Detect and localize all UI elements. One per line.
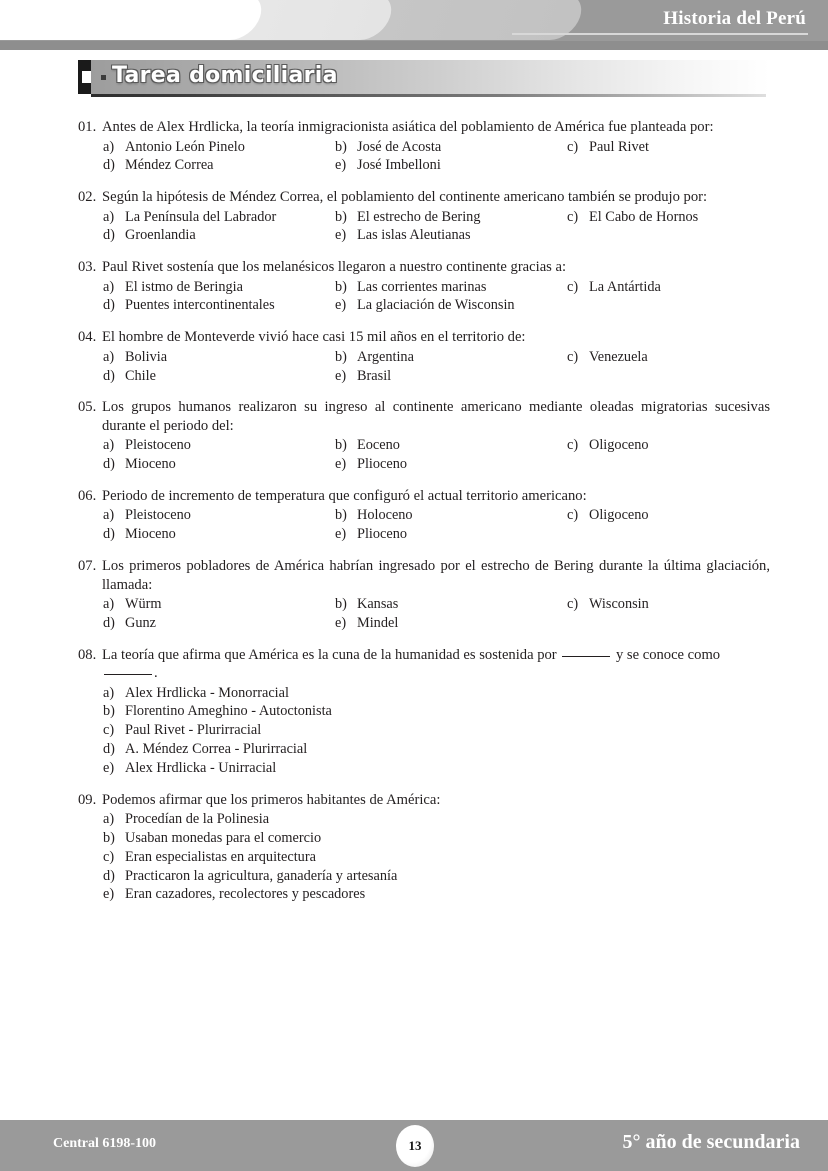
option-item[interactable]	[103, 759, 770, 778]
options-container	[103, 595, 770, 633]
option-text: Bolivia	[125, 348, 168, 365]
option-item[interactable]	[103, 278, 335, 297]
option-text: El Cabo de Hornos	[589, 208, 699, 225]
option-key: a)	[103, 437, 115, 454]
question-head	[78, 118, 770, 137]
option-text: Eran especialistas en arquitectura	[125, 848, 316, 865]
question-stem: El hombre de Monteverde vivió hace casi 15 mil años en el territorio de:	[102, 329, 526, 346]
option-text: Plioceno	[357, 526, 408, 543]
question-item	[78, 118, 770, 175]
option-item[interactable]	[335, 226, 567, 245]
option-key: a)	[103, 684, 115, 701]
option-item[interactable]	[103, 455, 335, 474]
option-key: d)	[103, 297, 115, 314]
option-key: c)	[567, 208, 579, 225]
option-item[interactable]	[103, 138, 335, 157]
option-key: d)	[103, 741, 115, 758]
question-stem-before: La teoría que afirma que América es la cuna de la humanidad es sostenida por	[102, 646, 561, 663]
option-item[interactable]	[567, 595, 770, 614]
option-key: d)	[103, 456, 115, 473]
question-head	[78, 557, 770, 594]
option-key: a)	[103, 138, 115, 155]
option-key: c)	[567, 348, 579, 365]
option-item[interactable]	[335, 614, 567, 633]
option-item[interactable]	[103, 684, 770, 703]
option-key: c)	[103, 722, 115, 739]
question-item	[78, 646, 770, 778]
option-text: Kansas	[357, 596, 399, 613]
option-text: Las islas Aleutianas	[357, 227, 471, 244]
option-text: Pleistoceno	[125, 507, 191, 524]
option-text: Practicaron la agricultura, ganadería y artesanía	[125, 867, 398, 884]
option-text: Las corrientes marinas	[357, 278, 487, 295]
option-text: Würm	[125, 596, 162, 613]
option-key: b)	[335, 596, 347, 613]
option-text: Antonio León Pinelo	[125, 138, 245, 155]
option-key: b)	[335, 437, 347, 454]
header-underbar	[0, 41, 828, 50]
option-item[interactable]	[567, 138, 770, 157]
option-key: b)	[335, 507, 347, 524]
option-item[interactable]	[335, 595, 567, 614]
option-item[interactable]	[103, 885, 770, 904]
options-container	[103, 506, 770, 544]
option-key: d)	[103, 157, 115, 174]
option-key: a)	[103, 507, 115, 524]
option-text: Eran cazadores, recolectores y pescadores	[125, 886, 366, 903]
option-text: Mioceno	[125, 526, 176, 543]
question-head	[78, 487, 770, 506]
question-head	[78, 328, 770, 347]
option-key: a)	[103, 208, 115, 225]
option-key: a)	[103, 348, 115, 365]
option-text: Usaban monedas para el comercio	[125, 829, 322, 846]
option-key: d)	[103, 614, 115, 631]
question-item	[78, 398, 770, 474]
option-text: Venezuela	[589, 348, 648, 365]
option-key: e)	[335, 456, 347, 473]
question-stem-middle: y se conoce como	[612, 646, 721, 663]
options-container	[103, 684, 770, 778]
option-text: El istmo de Beringia	[125, 278, 243, 295]
option-key: c)	[567, 507, 579, 524]
options-container	[103, 348, 770, 386]
question-head	[78, 258, 770, 277]
question-stem: Paul Rivet sostenía que los melanésicos llegaron a nuestro continente gracias a:	[102, 259, 567, 276]
header-diagonal-band-light	[0, 0, 267, 40]
page-number: 13	[408, 1138, 422, 1153]
options-container	[103, 208, 770, 246]
option-item[interactable]	[103, 436, 335, 455]
option-item[interactable]	[335, 278, 567, 297]
option-text: Méndez Correa	[125, 157, 214, 174]
section-title: Tarea domiciliaria	[112, 63, 338, 88]
section-bar-cap	[78, 60, 91, 94]
option-item[interactable]	[103, 525, 335, 544]
option-key: e)	[335, 157, 347, 174]
option-item[interactable]	[103, 595, 335, 614]
option-item[interactable]	[335, 138, 567, 157]
option-key: d)	[103, 526, 115, 543]
option-item[interactable]	[103, 296, 335, 315]
questions-container	[78, 118, 770, 917]
option-item[interactable]	[567, 278, 770, 297]
option-key: b)	[103, 829, 115, 846]
footer-grade: 5° año de secundaria	[622, 1131, 800, 1153]
question-number: 03.	[78, 259, 97, 276]
option-item[interactable]	[335, 506, 567, 525]
question-head	[78, 398, 770, 435]
question-item	[78, 258, 770, 315]
option-item[interactable]	[103, 702, 770, 721]
option-item[interactable]	[103, 848, 770, 867]
option-key: d)	[103, 367, 115, 384]
option-text: Pleistoceno	[125, 437, 191, 454]
option-item[interactable]	[335, 455, 567, 474]
option-text: Alex Hrdlicka - Unirracial	[125, 759, 277, 776]
options-container	[103, 436, 770, 474]
option-key: e)	[335, 526, 347, 543]
question-number: 01.	[78, 119, 97, 135]
question-number: 08.	[78, 646, 97, 663]
option-text: La glaciación de Wisconsin	[357, 297, 515, 314]
option-key: e)	[335, 227, 347, 244]
option-text: Eoceno	[357, 437, 400, 454]
option-key: b)	[335, 278, 347, 295]
option-key: d)	[103, 227, 115, 244]
option-key: b)	[335, 348, 347, 365]
option-item[interactable]	[103, 208, 335, 227]
question-head	[78, 646, 770, 683]
options-container	[103, 810, 770, 904]
option-text: Argentina	[357, 348, 414, 365]
option-text: La Antártida	[589, 278, 661, 295]
answer-blank	[562, 656, 610, 657]
option-text: Mindel	[357, 614, 399, 631]
question-number: 04.	[78, 329, 97, 346]
page-number-badge	[396, 1125, 434, 1167]
option-text: Holoceno	[357, 507, 413, 524]
answer-blank	[104, 674, 152, 675]
option-item[interactable]	[567, 208, 770, 227]
question-item	[78, 188, 770, 245]
option-key: b)	[335, 138, 347, 155]
option-text: Alex Hrdlicka - Monorracial	[125, 684, 289, 701]
option-key: a)	[103, 278, 115, 295]
option-item[interactable]	[335, 156, 567, 175]
option-item[interactable]	[335, 436, 567, 455]
question-stem: Según la hipótesis de Méndez Correa, el poblamiento del continente americano también se produjo por:	[102, 189, 708, 206]
question-number: 06.	[78, 487, 97, 504]
option-key: e)	[335, 297, 347, 314]
option-item[interactable]	[567, 506, 770, 525]
question-number: 09.	[78, 791, 97, 808]
option-text: Puentes intercontinentales	[125, 297, 275, 314]
option-item[interactable]	[335, 348, 567, 367]
option-text: Plioceno	[357, 456, 408, 473]
option-item[interactable]	[335, 367, 567, 386]
option-item[interactable]	[103, 829, 770, 848]
option-key: e)	[335, 614, 347, 631]
option-text: El estrecho de Bering	[357, 208, 481, 225]
question-number: 02.	[78, 189, 97, 206]
question-stem: Periodo de incremento de temperatura que configuró el actual territorio americano:	[102, 487, 587, 504]
option-key: b)	[103, 703, 115, 720]
header-rule	[512, 33, 808, 35]
section-bar-shadow	[91, 94, 766, 97]
header-title: Historia del Perú	[663, 8, 806, 29]
option-item[interactable]	[103, 506, 335, 525]
option-text: José Imbelloni	[357, 157, 441, 174]
option-key: a)	[103, 811, 115, 828]
option-key: c)	[567, 596, 579, 613]
option-text: Oligoceno	[589, 507, 649, 524]
question-stem	[102, 646, 770, 683]
option-key: c)	[567, 138, 579, 155]
option-item[interactable]	[103, 348, 335, 367]
option-item[interactable]	[335, 296, 567, 315]
question-stem: Los primeros pobladores de América habrían ingresado por el estrecho de Bering durante la última glaciación, llamada:	[102, 558, 770, 593]
question-stem-after: .	[154, 665, 158, 682]
option-text: A. Méndez Correa - Plurirracial	[125, 741, 308, 758]
option-key: e)	[335, 367, 347, 384]
option-key: e)	[103, 886, 115, 903]
option-item[interactable]	[335, 525, 567, 544]
option-text: La Península del Labrador	[125, 208, 277, 225]
question-stem: Los grupos humanos realizaron su ingreso al continente americano mediante oleadas migratorias sucesivas durante el periodo del:	[102, 399, 770, 434]
option-key: c)	[567, 437, 579, 454]
option-text: Brasil	[357, 367, 392, 384]
section-title-bar	[78, 60, 770, 94]
option-key: e)	[103, 759, 115, 776]
option-text: Florentino Ameghino - Autoctonista	[125, 703, 332, 720]
option-text: Wisconsin	[589, 596, 649, 613]
option-text: José de Acosta	[357, 138, 442, 155]
question-stem: Antes de Alex Hrdlicka, la teoría inmigracionista asiática del poblamiento de América fue planteada por:	[102, 119, 714, 135]
option-item[interactable]	[335, 208, 567, 227]
question-item	[78, 557, 770, 633]
options-container	[103, 278, 770, 316]
option-text: Groenlandia	[125, 227, 196, 244]
option-text: Paul Rivet	[589, 138, 649, 155]
question-number: 05.	[78, 399, 97, 416]
option-text: Chile	[125, 367, 156, 384]
bullet-square-icon	[101, 75, 106, 80]
option-item[interactable]	[103, 367, 335, 386]
option-text: Mioceno	[125, 456, 176, 473]
footer-contact: Central 6198-100	[53, 1136, 157, 1151]
option-item[interactable]	[103, 614, 335, 633]
question-item	[78, 791, 770, 904]
option-text: Procedían de la Polinesia	[125, 811, 270, 828]
question-head	[78, 188, 770, 207]
section-bar-cap-notch	[82, 71, 91, 83]
option-key: d)	[103, 867, 115, 884]
option-item[interactable]	[103, 156, 335, 175]
option-item[interactable]	[103, 740, 770, 759]
option-item[interactable]	[103, 226, 335, 245]
option-item[interactable]	[103, 867, 770, 886]
option-item[interactable]	[103, 810, 770, 829]
question-number: 07.	[78, 558, 97, 575]
option-key: c)	[567, 278, 579, 295]
option-item[interactable]	[103, 721, 770, 740]
option-key: a)	[103, 596, 115, 613]
option-key: b)	[335, 208, 347, 225]
question-item	[78, 328, 770, 385]
question-head	[78, 791, 770, 810]
option-text: Gunz	[125, 614, 156, 631]
option-item[interactable]	[567, 348, 770, 367]
option-text: Oligoceno	[589, 437, 649, 454]
option-item[interactable]	[567, 436, 770, 455]
question-stem: Podemos afirmar que los primeros habitantes de América:	[102, 791, 441, 808]
option-text: Paul Rivet - Plurirracial	[125, 722, 262, 739]
option-key: c)	[103, 848, 115, 865]
question-item	[78, 487, 770, 544]
options-container	[103, 138, 770, 176]
